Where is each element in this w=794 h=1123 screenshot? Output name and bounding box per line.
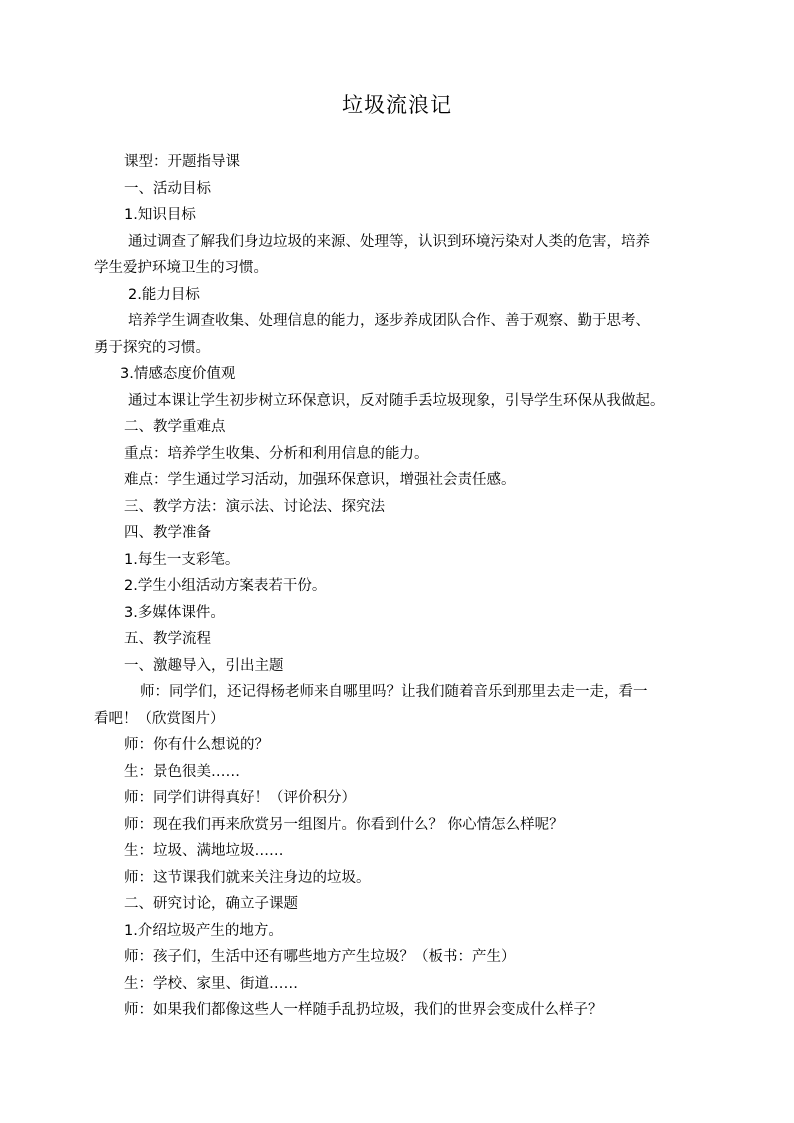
section-heading: 一、活动目标 xyxy=(124,180,211,197)
subsection-heading: 1.知识目标 xyxy=(124,207,196,223)
paragraph-line: 重点：培养学生收集、分析和利用信息的能力。 xyxy=(124,445,429,462)
paragraph-line: 勇于探究的习惯。 xyxy=(94,339,210,356)
document-title: 垃圾流浪记 xyxy=(342,93,452,117)
dialogue-line: 师：孩子们，生活中还有哪些地方产生垃圾？（板书：产生） xyxy=(124,949,516,965)
subsection-heading: 2.能力目标 xyxy=(128,286,200,303)
dialogue-line: 看吧！（欣赏图片） xyxy=(94,710,225,727)
section-heading: 五、教学流程 xyxy=(124,631,211,647)
dialogue-line: 师：如果我们都像这些人一样随手乱扔垃圾，我们的世界会变成什么样子？ xyxy=(124,1002,603,1018)
document-body xyxy=(94,149,706,1024)
section-heading: 一、激趣导入，引出主题 xyxy=(124,657,284,674)
dialogue-line: 师：这节课我们就来关注身边的垃圾。 xyxy=(124,869,371,886)
section-heading: 四、教学准备 xyxy=(124,525,211,541)
section-heading: 二、研究讨论，确立子课题 xyxy=(124,896,298,912)
paragraph-line: 课型：开题指导课 xyxy=(124,154,240,170)
dialogue-line: 生：学校、家里、街道…… xyxy=(124,975,298,992)
paragraph-line: 学生爱护环境卫生的习惯。 xyxy=(94,260,268,276)
list-item: 1.介绍垃圾产生的地方。 xyxy=(124,922,283,939)
section-heading: 二、教学重难点 xyxy=(124,419,226,435)
dialogue-line: 师：同学们，还记得杨老师来自哪里吗？让我们随着音乐到那里去走一走，看一 xyxy=(140,684,648,700)
dialogue-line: 生：景色很美…… xyxy=(124,763,240,780)
paragraph-line: 难点：学生通过学习活动，加强环保意识，增强社会责任感。 xyxy=(124,472,516,488)
paragraph-line: 通过调查了解我们身边垃圾的来源、处理等，认识到环境污染对人类的危害，培养 xyxy=(128,233,650,250)
list-item: 2.学生小组活动方案表若干份。 xyxy=(124,578,327,594)
dialogue-line: 生：垃圾、满地垃圾…… xyxy=(124,843,284,859)
paragraph-line: 通过本课让学生初步树立环保意识，反对随手丢垃圾现象，引导学生环保从我做起。 xyxy=(128,392,665,409)
list-item: 3.多媒体课件。 xyxy=(124,604,225,621)
subsection-heading: 3.情感态度价值观 xyxy=(120,366,236,382)
dialogue-line: 师：你有什么想说的？ xyxy=(124,737,269,753)
dialogue-line: 师：同学们讲得真好！（评价积分） xyxy=(124,790,356,806)
section-heading: 三、教学方法：演示法、讨论法、探究法 xyxy=(124,498,385,515)
paragraph-line: 培养学生调查收集、处理信息的能力，逐步养成团队合作、善于观察、勤于思考、 xyxy=(128,313,650,329)
dialogue-line: 师：现在我们再来欣赏另一组图片。你看到什么？ 你心情怎么样呢？ xyxy=(124,816,564,833)
list-item: 1.每生一支彩笔。 xyxy=(124,551,240,568)
